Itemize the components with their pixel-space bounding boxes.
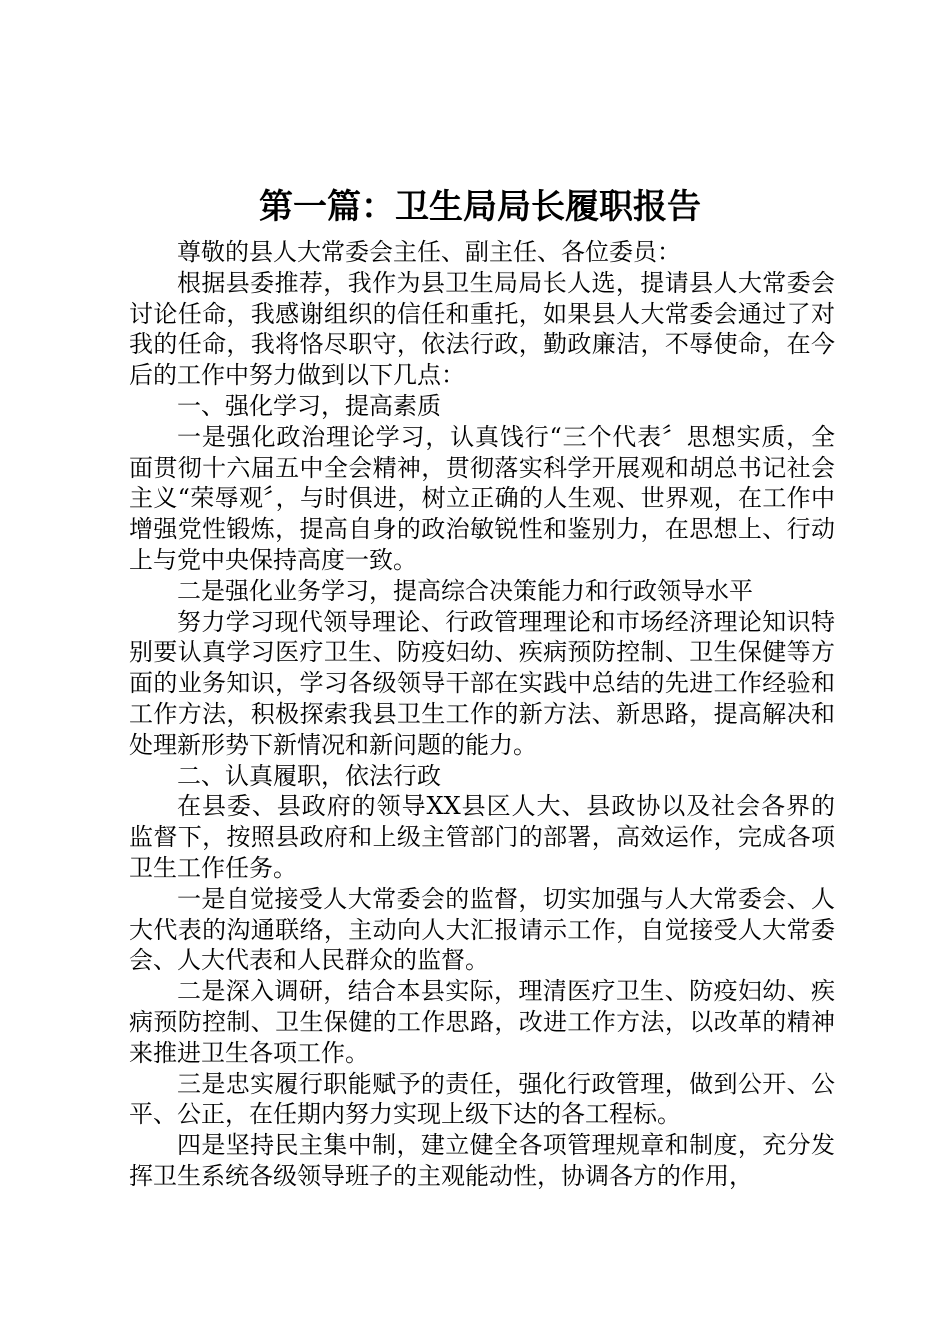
section-heading-1: 一、强化学习，提高素质 — [177, 391, 441, 420]
paragraph: 一是自觉接受人大常委会的监督，切实加强与人大常委会、人大代表的沟通联络，主动向人大汇报请示工作，自觉接受人大常委会、人大代表和人民群众的监督。 — [129, 884, 835, 975]
document-title: 第一篇：卫生局局长履职报告 — [259, 187, 701, 227]
paragraph: 二是深入调研，结合本县实际，理清医疗卫生、防疫妇幼、疾病预防控制、卫生保健的工作思路，改进工作方法，以改革的精神来推进卫生各项工作。 — [129, 977, 835, 1067]
paragraph: 一是强化政治理论学习，认真饯行“三个代表〞思想实质，全面贯彻十六届五中全会精神，贯彻落实科学开展观和胡总书记社会主义“荣辱观〞，与时俱进，树立正确的人生观、世界观，在工作中增强党性锻炼，提高自身的政治敏锐性和鉴别力，在思想上、行动上与党中央保持高度一致。 — [129, 422, 835, 574]
paragraph: 努力学习现代领导理论、行政管理理论和市场经济理论知识特别要认真学习医疗卫生、防疫妇幼、疾病预防控制、卫生保健等方面的业务知识，学习各级领导干部在实践中总结的先进工作经验和工作方法，积极探索我县卫生工作的新方法、新思路，提高解决和处理新形势下新情况和新问题的能力。 — [129, 607, 835, 759]
paragraph: 三是忠实履行职能赋予的责任，强化行政管理，做到公开、公平、公正，在任期内努力实现上级下达的各工程标。 — [129, 1069, 835, 1129]
paragraph: 二是强化业务学习，提高综合决策能力和行政领导水平 — [177, 576, 753, 605]
paragraph-salutation: 尊敬的县人大常委会主任、副主任、各位委员： — [177, 238, 681, 266]
paragraph-intro: 根据县委推荐，我作为县卫生局局长人选，提请县人大常委会讨论任命，我感谢组织的信任和重托，如果县人大常委会通过了对我的任命，我将恪尽职守，依法行政，勤政廉洁，不辱使命，在今后的工作中努力做到以下几点： — [129, 268, 835, 390]
paragraph: 在县委、县政府的领导XX县区人大、县政协以及社会各界的监督下，按照县政府和上级主管部门的部署，高效运作，完成各项卫生工作任务。 — [129, 792, 835, 882]
paragraph: 四是坚持民主集中制，建立健全各项管理规章和制度，充分发挥卫生系统各级领导班子的主观能动性，协调各方的作用， — [129, 1131, 835, 1190]
document-body — [129, 237, 835, 1192]
section-heading-2: 二、认真履职，依法行政 — [177, 761, 441, 790]
